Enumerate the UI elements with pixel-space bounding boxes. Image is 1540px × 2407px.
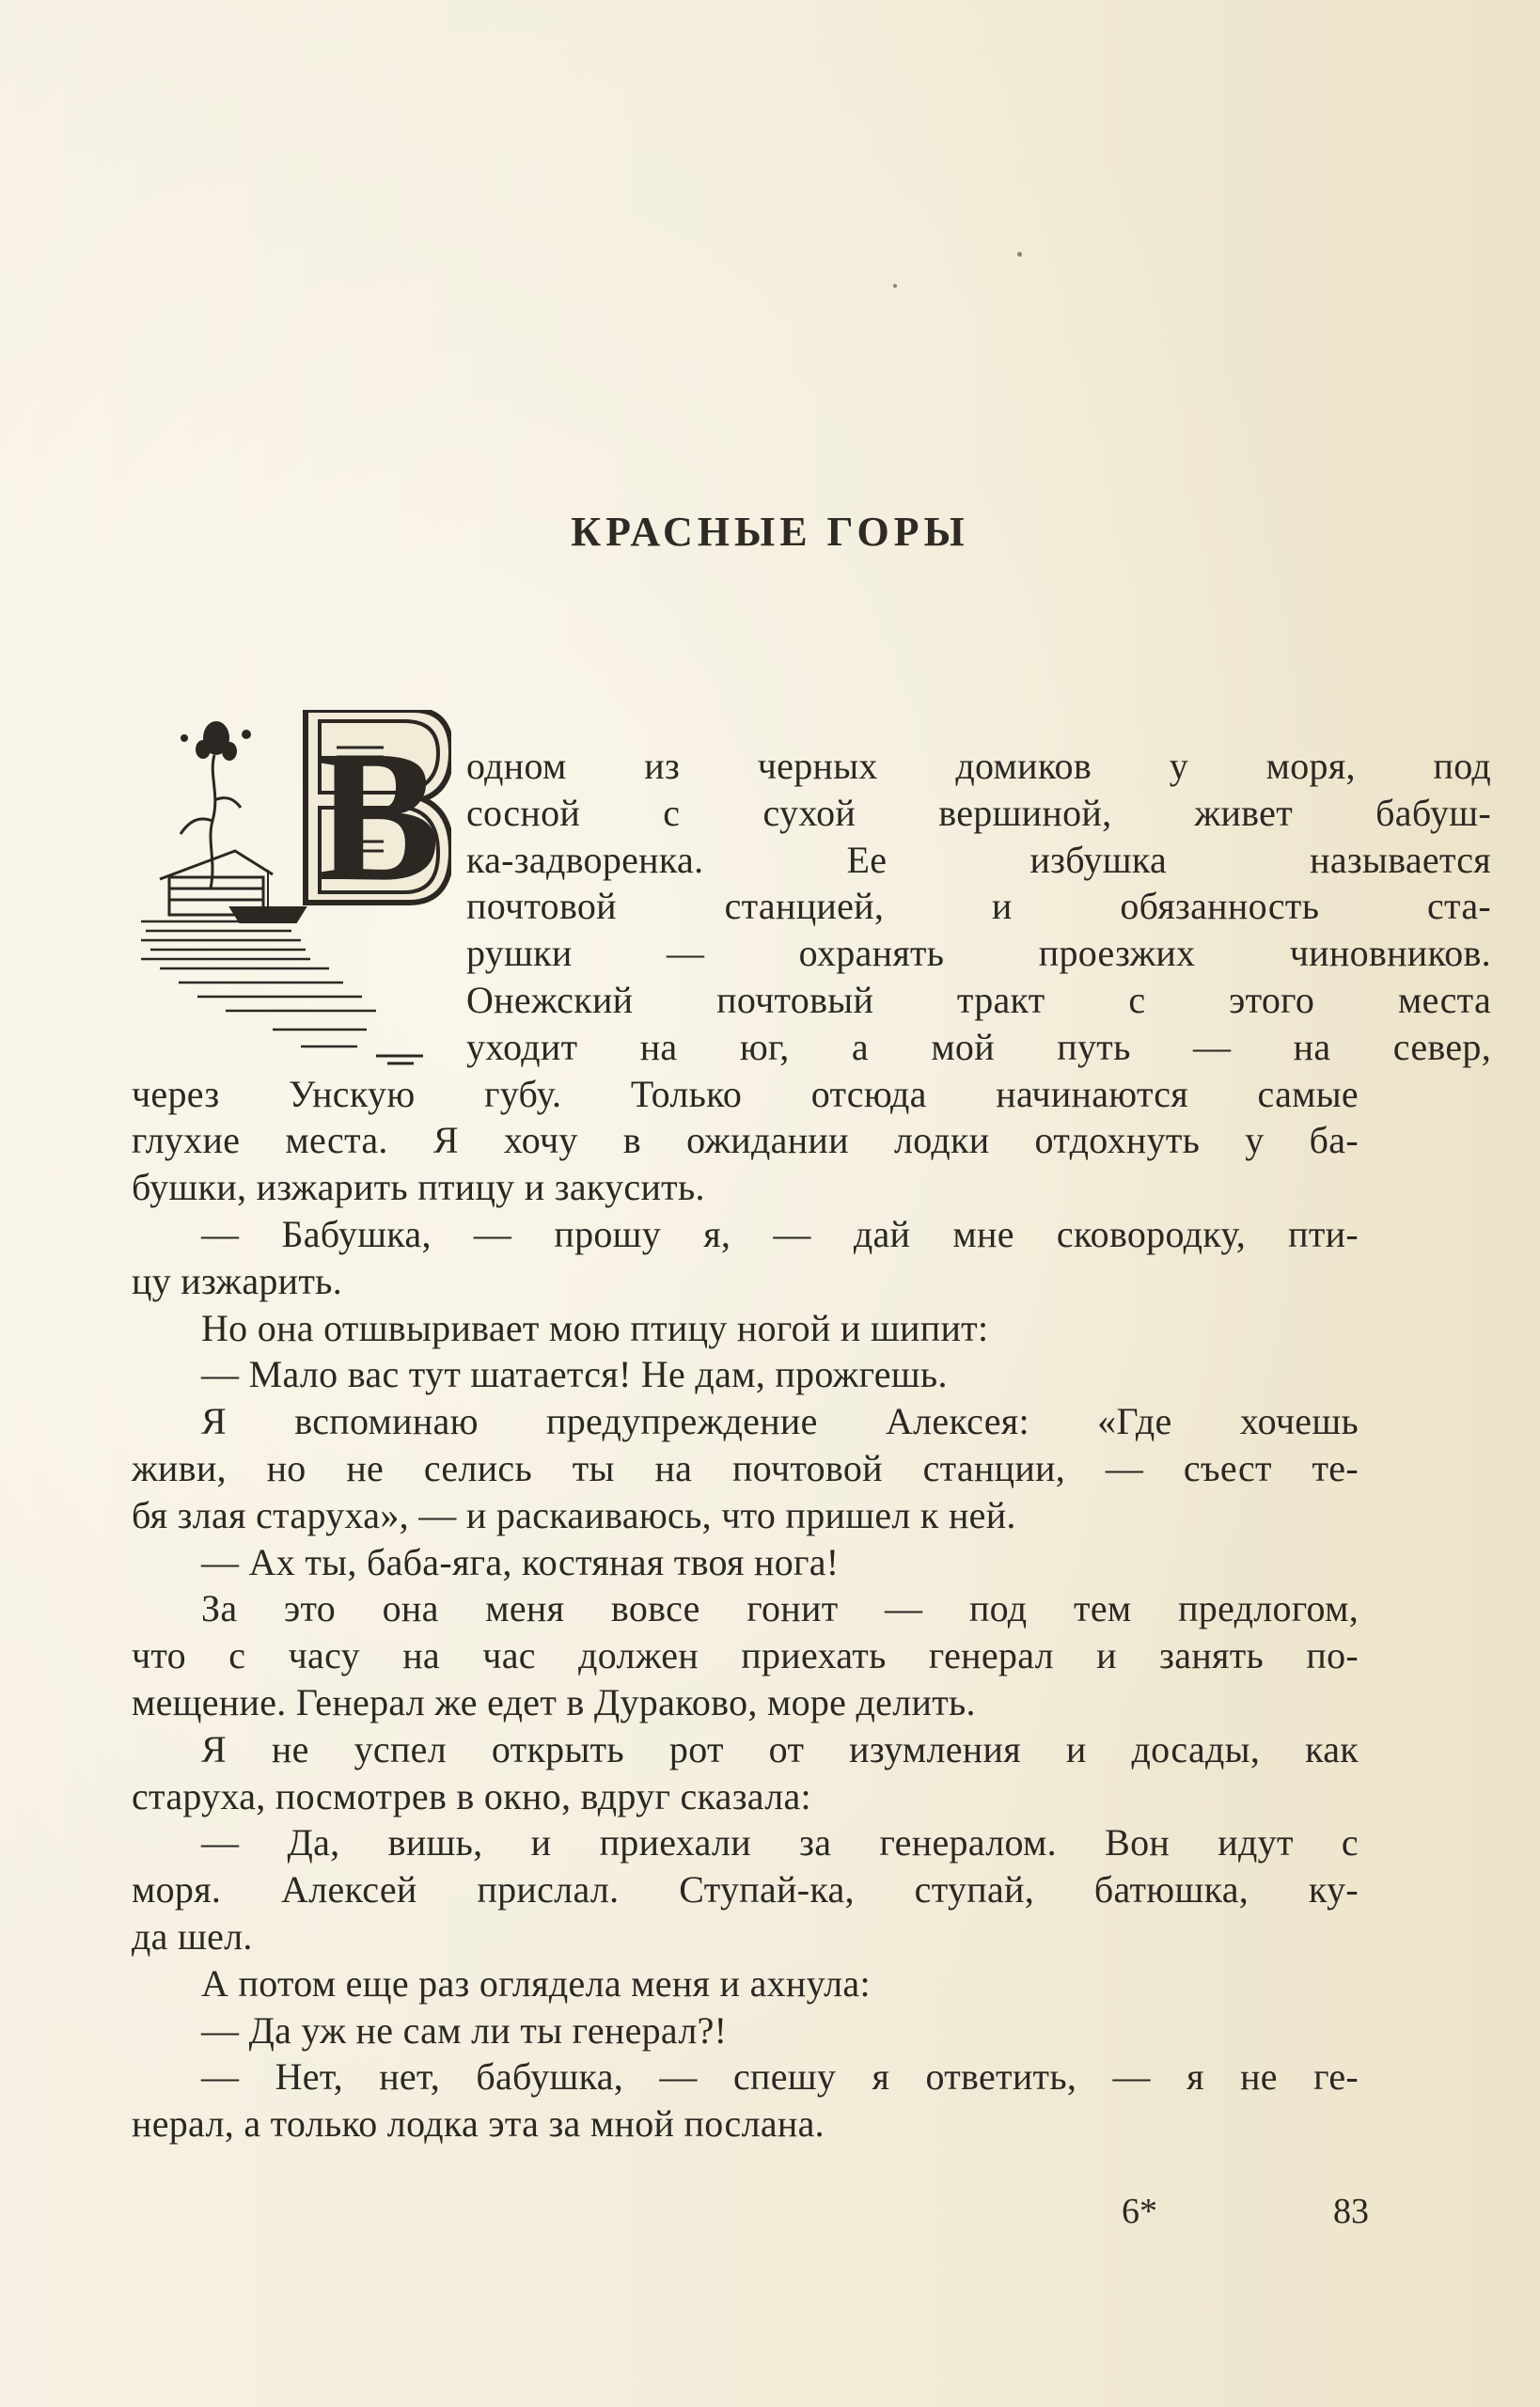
body-text [132, 743, 1491, 2147]
drop-cap-letter: В [315, 713, 441, 920]
text-line: да шел. [132, 1914, 253, 1958]
text-line: рушки — охранять проезжих чиновников. [466, 932, 1491, 975]
text-line: Но она отшвыривает мою птицу ногой и шипит: [201, 1306, 989, 1349]
paper-speck [893, 284, 897, 288]
text-line: уходит на юг, а мой путь — на север, [466, 1025, 1491, 1068]
text-line: Онежский почтовый тракт с этого места [466, 978, 1491, 1021]
text-line: — Ах ты, баба-яга, костяная твоя нога! [201, 1540, 840, 1583]
text-line: — Да, вишь, и приехали за генералом. Вон идут с [201, 1821, 1359, 1864]
text-line: через Унскую губу. Только отсюда начинаются самые [132, 1072, 1359, 1115]
text-line: одном из черных домиков у моря, под [466, 745, 1491, 787]
text-line: глухие места. Я хочу в ожидании лодки отдохнуть у ба- [132, 1119, 1359, 1162]
text-line: — Мало вас тут шатается! Не дам, прожгешь. [201, 1353, 948, 1396]
text-line: ка-задворенка. Ее избушка называется [466, 838, 1491, 881]
text-line: сосной с сухой вершиной, живет бабуш- [466, 791, 1491, 834]
text-line: Я не успел открыть рот от изумления и досады, как [201, 1727, 1359, 1770]
text-line: старуха, посмотрев в окно, вдруг сказала: [132, 1774, 811, 1817]
text-line: нерал, а только лодка эта за мной послана. [132, 2102, 825, 2146]
text-line: цу изжарить. [132, 1259, 343, 1302]
page-number: 83 [1333, 2192, 1369, 2231]
text-line: Я вспоминаю предупреждение Алексея: «Где хочешь [201, 1400, 1359, 1443]
text-line: что с часу на час должен приехать генерал и занять по- [132, 1634, 1359, 1677]
text-line: За это она меня вовсе гонит — под тем предлогом, [201, 1587, 1359, 1630]
text-line: бя злая старуха», — и раскаиваюсь, что пришел к ней. [132, 1493, 1016, 1536]
signature-mark: 6* [1122, 2192, 1157, 2231]
text-line: живи, но не селись ты на почтовой станции, — съест те- [132, 1446, 1359, 1489]
text-line: А потом еще раз оглядела меня и ахнула: [201, 1961, 871, 2005]
text-line: мещение. Генерал же едет в Дураково, море делить. [132, 1680, 976, 1723]
paper-speck [1017, 252, 1022, 257]
text-line: — Нет, нет, бабушка, — спешу я ответить, — я не ге- [201, 2055, 1359, 2099]
text-line: почтовой станцией, и обязанность ста- [466, 885, 1491, 928]
text-line: бушки, изжарить птицу и закусить. [132, 1166, 705, 1209]
text-line: — Да уж не сам ли ты генерал?! [201, 2008, 728, 2052]
text-line: — Бабушка, — прошу я, — дай мне сковородку, пти- [201, 1212, 1359, 1255]
text-line: моря. Алексей прислал. Ступай-ка, ступай, батюшка, ку- [132, 1868, 1359, 1911]
chapter-title: КРАСНЫЕ ГОРЫ [571, 509, 969, 555]
